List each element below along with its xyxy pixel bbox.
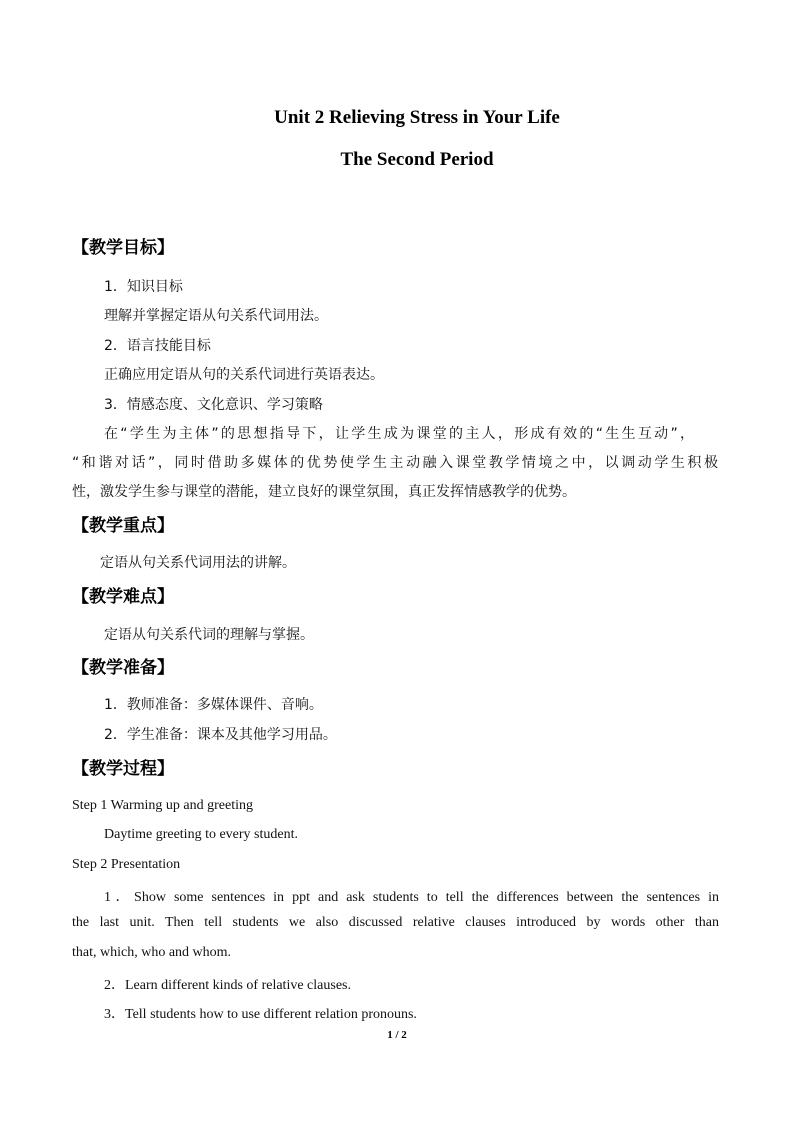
section-heading-preparation: 【教学准备】 <box>72 658 174 678</box>
section-heading-key-points: 【教学重点】 <box>72 516 174 536</box>
step-2-title: Step 2 Presentation <box>72 857 181 872</box>
page-number: 1 / 2 <box>387 1029 407 1041</box>
objective-item-3-line-3: 性，激发学生参与课堂的潜能，建立良好的课堂氛围，真正发挥情感教学的优势。 <box>72 484 576 500</box>
preparation-item-2: 2．学生准备：课本及其他学习用品。 <box>104 727 337 743</box>
step-1-title: Step 1 Warming up and greeting <box>72 798 253 813</box>
step-1-text: Daytime greeting to every student. <box>104 827 298 842</box>
step-2-item-1-line-2: the last unit. Then tell students we also discussed relative clauses introduced by words other than <box>72 915 719 930</box>
difficulties-text: 定语从句关系代词的理解与掌握。 <box>104 627 314 643</box>
step-2-item-1-line-3: that, which, who and whom. <box>72 945 232 960</box>
objective-item-3-line-2: “和谐对话”，同时借助多媒体的优势使学生主动融入课堂教学情境之中，以调动学生积极 <box>72 455 718 471</box>
objective-item-1-text: 理解并掌握定语从句关系代词用法。 <box>104 308 328 324</box>
section-heading-process: 【教学过程】 <box>72 759 174 779</box>
objective-item-3-line-1: 在“学生为主体”的思想指导下，让学生成为课堂的主人，形成有效的“生生互动”， <box>104 426 694 442</box>
key-points-text: 定语从句关系代词用法的讲解。 <box>100 555 296 571</box>
step-2-item-2: 2．Learn different kinds of relative clauses. <box>104 978 351 993</box>
document-title: Unit 2 Relieving Stress in Your Life <box>274 107 560 128</box>
document-subtitle: The Second Period <box>340 149 494 170</box>
section-heading-objectives: 【教学目标】 <box>72 238 174 258</box>
step-2-item-1-line-1: 1．Show some sentences in ppt and ask students to tell the differences between the sentences in <box>104 890 719 905</box>
objective-item-2-text: 正确应用定语从句的关系代词进行英语表达。 <box>104 367 384 383</box>
preparation-item-1: 1．教师准备：多媒体课件、音响。 <box>104 697 323 713</box>
objective-item-2-number: 2．语言技能目标 <box>104 338 211 354</box>
objective-item-3-number: 3．情感态度、文化意识、学习策略 <box>104 397 323 413</box>
step-2-item-3: 3．Tell students how to use different relation pronouns. <box>104 1007 417 1022</box>
section-heading-difficulties: 【教学难点】 <box>72 587 174 607</box>
objective-item-1-number: 1．知识目标 <box>104 279 183 295</box>
